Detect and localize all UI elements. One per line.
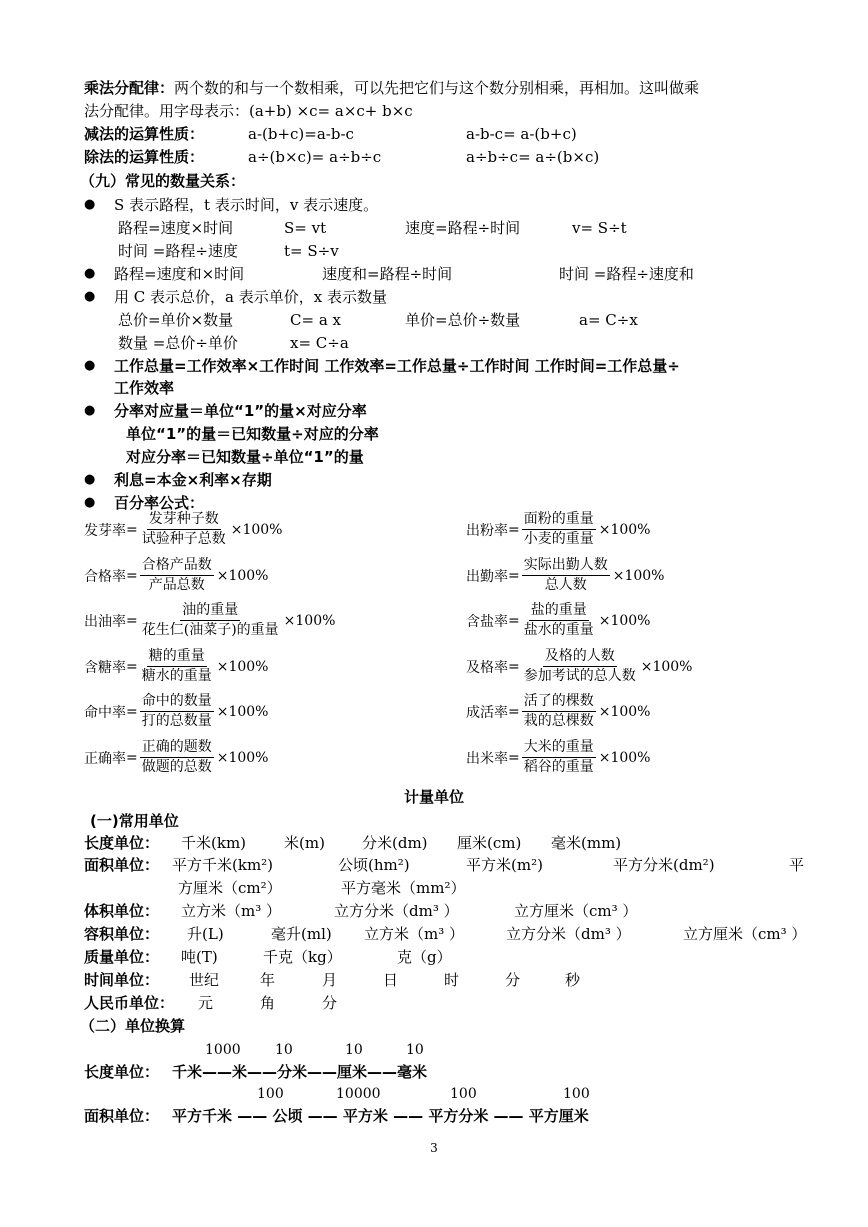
division-formula-a: a÷(b×c)= a÷b÷c <box>248 148 382 166</box>
mass-unit: 千克（kg） <box>263 948 342 966</box>
fraction-numerator: 及格的人数 <box>543 648 617 667</box>
conversion-rate: 100 <box>257 1086 284 1102</box>
area-unit: 方厘米（cm²） <box>178 879 282 897</box>
fraction-numerator: 油的重量 <box>180 602 240 621</box>
capacity-unit: 立方米（m³ ） <box>364 925 465 943</box>
time-unit: 日 <box>383 971 399 989</box>
area-unit: 公顷(hm²) <box>338 856 410 874</box>
area-unit: 平方分米(dm²) <box>613 856 715 874</box>
work-formulas: 工作总量=工作效率×工作时间 工作效率=工作总量÷工作时间 工作时间=工作总量÷ <box>114 357 680 375</box>
equals-sign: = <box>126 749 138 766</box>
percentage-formula <box>466 693 651 730</box>
capacity-unit: 毫升(ml) <box>271 925 332 943</box>
bullet: ● <box>84 358 96 373</box>
fraction-denominator: 糖水的重量 <box>141 668 212 684</box>
formula-multiplier: ×100% <box>598 612 651 629</box>
fraction <box>522 648 638 685</box>
fraction-numerator: 盐的重量 <box>529 602 589 621</box>
page-number: 3 <box>430 1141 438 1155</box>
area-unit: 平方千米(km²) <box>172 856 274 874</box>
length-units-label: 长度单位： <box>84 834 160 852</box>
subtraction-formula-b: a-b-c= a-(b+c) <box>466 125 577 143</box>
time-unit: 月 <box>322 971 338 989</box>
units-title: 计量单位 <box>403 788 464 806</box>
time-formula-symbol: t= S÷v <box>284 242 339 260</box>
capacity-unit: 立方分米（dm³ ） <box>506 925 631 943</box>
formula-multiplier: ×100% <box>283 612 336 629</box>
percentage-formulas-heading: 百分率公式： <box>114 494 205 512</box>
equals-sign: = <box>508 521 520 538</box>
unit-price-formula: 单价=总价÷数量 <box>405 311 521 329</box>
conversion-rate: 10 <box>345 1042 363 1058</box>
time-unit: 时 <box>444 971 460 989</box>
time-unit: 年 <box>260 971 276 989</box>
fraction <box>140 511 228 548</box>
length-conversion-label: 长度单位： <box>84 1063 160 1081</box>
percentage-formula <box>84 693 269 730</box>
subtraction-formula-a: a-(b+c)=a-b-c <box>248 125 354 143</box>
unit-conversion-heading: （二）单位换算 <box>80 1017 186 1035</box>
volume-unit: 立方米（m³ ） <box>181 902 282 920</box>
time-unit: 秒 <box>565 971 581 989</box>
fraction-denominator: 试验种子总数 <box>141 531 226 547</box>
fraction-denominator: 总人数 <box>544 577 587 593</box>
equals-sign: = <box>508 749 520 766</box>
length-unit: 分米(dm) <box>362 834 428 852</box>
length-unit: 米(m) <box>284 834 325 852</box>
area-conversion-chain: 平方千米 —— 公顷 —— 平方米 —— 平方分米 —— 平方厘米 <box>172 1107 589 1125</box>
fraction <box>140 557 214 594</box>
conversion-rate: 100 <box>563 1086 590 1102</box>
formula-multiplier: ×100% <box>216 567 269 584</box>
total-price-formula: 总价=单价×数量 <box>118 311 234 329</box>
fraction <box>522 557 610 594</box>
formula-multiplier: ×100% <box>640 658 693 675</box>
unit-price-symbol: a= C÷x <box>579 311 638 329</box>
length-unit: 厘米(cm) <box>457 834 522 852</box>
formula-name: 成活率 <box>466 704 508 721</box>
quantity-symbol: x= C÷a <box>290 334 349 352</box>
distance-vars-text: S 表示路程，t 表示时间，v 表示速度。 <box>114 196 379 214</box>
fraction <box>522 511 596 548</box>
formula-name: 出勤率 <box>466 568 508 585</box>
formula-name: 出米率 <box>466 750 508 767</box>
bullet: ● <box>84 495 96 510</box>
formula-multiplier: ×100% <box>598 749 651 766</box>
interest-formula: 利息=本金×利率×存期 <box>114 471 272 489</box>
length-conversion-chain: 千米——米——分米——厘米——毫米 <box>172 1063 428 1081</box>
subtraction-property-label: 减法的运算性质： <box>84 125 205 143</box>
fraction-rate-formula: 对应分率＝已知数量÷单位“1”的量 <box>126 448 364 466</box>
capacity-unit: 升(L) <box>187 925 224 943</box>
capacity-units-label: 容积单位： <box>84 925 160 943</box>
formula-multiplier: ×100% <box>598 521 651 538</box>
fraction-denominator: 稻谷的重量 <box>523 759 594 775</box>
area-unit: 平方毫米（mm²） <box>341 879 466 897</box>
formula-multiplier: ×100% <box>612 567 665 584</box>
fraction-numerator: 命中的数量 <box>140 693 214 712</box>
equals-sign: = <box>126 567 138 584</box>
distance-formula: 路程=速度×时间 <box>118 219 234 237</box>
fraction-denominator: 小麦的重量 <box>523 531 594 547</box>
fraction-denominator: 打的总数量 <box>141 713 212 729</box>
length-unit: 千米(km) <box>181 834 247 852</box>
fraction <box>140 693 214 730</box>
percentage-formula <box>466 739 651 776</box>
equals-sign: = <box>126 658 138 675</box>
conversion-rate: 10 <box>275 1042 293 1058</box>
equals-sign: = <box>126 612 138 629</box>
rmb-units-label: 人民币单位： <box>84 994 175 1012</box>
equals-sign: = <box>126 703 138 720</box>
distributive-law-text: 两个数的和与一个数相乘，可以先把它们与这个数分别相乘，再相加。这叫做乘 <box>174 79 700 97</box>
formula-name: 命中率 <box>84 704 126 721</box>
formula-name: 发芽率 <box>84 522 126 539</box>
quantity-formula: 数量 =总价÷单价 <box>118 334 238 352</box>
rmb-unit: 元 <box>198 994 214 1012</box>
price-vars-text: 用 C 表示总价，a 表示单价，x 表示数量 <box>114 288 387 306</box>
percentage-formula <box>84 739 269 776</box>
area-unit: 平 <box>789 856 805 874</box>
equals-sign: = <box>508 612 520 629</box>
percentage-formula <box>466 648 693 685</box>
percentage-formula <box>84 602 335 639</box>
fraction-denominator: 花生仁(油菜子)的重量 <box>141 622 279 638</box>
section-quantity-relations: （九）常见的数量关系： <box>80 172 246 190</box>
bullet: ● <box>84 472 96 487</box>
time-units-label: 时间单位： <box>84 971 160 989</box>
area-units-label: 面积单位： <box>84 856 160 874</box>
conversion-rate: 1000 <box>205 1042 241 1058</box>
formula-multiplier: ×100% <box>216 658 269 675</box>
time-unit: 分 <box>505 971 521 989</box>
formula-multiplier: ×100% <box>230 521 283 538</box>
fraction-numerator: 面粉的重量 <box>522 511 596 530</box>
speed-sum-formula: 速度和=路程÷时间 <box>322 265 453 283</box>
area-conversion-label: 面积单位： <box>84 1107 160 1125</box>
fraction <box>140 602 281 639</box>
mass-units-label: 质量单位： <box>84 948 160 966</box>
formula-multiplier: ×100% <box>216 703 269 720</box>
conversion-rate: 100 <box>450 1086 477 1102</box>
meeting-time-formula: 时间 =路程÷速度和 <box>559 265 694 283</box>
fraction <box>522 693 596 730</box>
fraction-numerator: 正确的题数 <box>140 739 214 758</box>
percentage-formula <box>466 602 651 639</box>
distributive-law-label: 乘法分配律： <box>84 79 175 97</box>
percentage-formula <box>84 648 269 685</box>
capacity-unit: 立方厘米（cm³ ） <box>683 925 807 943</box>
equals-sign: = <box>126 521 138 538</box>
speed-formula-symbol: v= S÷t <box>572 219 627 237</box>
conversion-rate: 10 <box>406 1042 424 1058</box>
volume-units-label: 体积单位： <box>84 902 160 920</box>
mass-unit: 克（g） <box>397 948 452 966</box>
percentage-formula <box>84 557 269 594</box>
fraction-denominator: 做题的总数 <box>141 759 212 775</box>
area-unit: 平方米(m²) <box>466 856 543 874</box>
meeting-distance-formula: 路程=速度和×时间 <box>114 265 245 283</box>
percentage-formula <box>466 511 651 548</box>
formula-name: 含盐率 <box>466 613 508 630</box>
bullet: ● <box>84 403 96 418</box>
equals-sign: = <box>508 658 520 675</box>
fraction-denominator: 产品总数 <box>148 577 205 593</box>
total-price-symbol: C= a x <box>290 311 341 329</box>
fraction <box>140 648 214 685</box>
equals-sign: = <box>508 567 520 584</box>
fraction <box>522 739 596 776</box>
fraction-denominator: 栽的总棵数 <box>523 713 594 729</box>
conversion-rate: 10000 <box>336 1086 381 1102</box>
unit-one-formula: 单位“1”的量＝已知数量÷对应的分率 <box>126 425 379 443</box>
volume-unit: 立方分米（dm³ ） <box>334 902 459 920</box>
bullet: ● <box>84 289 96 304</box>
fraction-numerator: 大米的重量 <box>522 739 596 758</box>
formula-multiplier: ×100% <box>216 749 269 766</box>
rmb-unit: 角 <box>260 994 276 1012</box>
division-formula-b: a÷b÷c= a÷(b×c) <box>466 148 600 166</box>
fraction-numerator: 合格产品数 <box>140 557 214 576</box>
formula-name: 及格率 <box>466 659 508 676</box>
formula-multiplier: ×100% <box>598 703 651 720</box>
mass-unit: 吨(T) <box>181 948 218 966</box>
fraction-numerator: 活了的棵数 <box>522 693 596 712</box>
fraction-numerator: 发芽种子数 <box>147 511 221 530</box>
distributive-law-line2: 法分配律。用字母表示：(a+b) ×c= a×c+ b×c <box>84 102 413 120</box>
formula-name: 含糖率 <box>84 659 126 676</box>
percentage-formula <box>466 557 665 594</box>
time-unit: 世纪 <box>189 971 220 989</box>
bullet: ● <box>84 266 96 281</box>
length-unit: 毫米(mm) <box>551 834 622 852</box>
fraction-quantity-formula: 分率对应量＝单位“1”的量×对应分率 <box>114 402 367 420</box>
fraction <box>140 739 214 776</box>
speed-formula: 速度=路程÷时间 <box>405 219 521 237</box>
distance-formula-symbol: S= vt <box>284 219 327 237</box>
fraction-numerator: 实际出勤人数 <box>522 557 610 576</box>
rmb-unit: 分 <box>322 994 338 1012</box>
division-property-label: 除法的运算性质： <box>84 148 205 166</box>
bullet: ● <box>84 197 96 212</box>
work-formulas-cont: 工作效率 <box>114 379 175 397</box>
equals-sign: = <box>508 703 520 720</box>
volume-unit: 立方厘米（cm³ ） <box>514 902 638 920</box>
time-formula: 时间 =路程÷速度 <box>118 242 238 260</box>
formula-name: 正确率 <box>84 750 126 767</box>
percentage-formula <box>84 511 283 548</box>
formula-name: 出油率 <box>84 613 126 630</box>
distributive-law-line1 <box>84 77 699 99</box>
formula-name: 合格率 <box>84 568 126 585</box>
fraction <box>522 602 596 639</box>
formula-name: 出粉率 <box>466 522 508 539</box>
fraction-denominator: 参加考试的总人数 <box>523 668 636 684</box>
common-units-heading: (一)常用单位 <box>90 812 179 830</box>
fraction-numerator: 糖的重量 <box>147 648 207 667</box>
fraction-denominator: 盐水的重量 <box>523 622 594 638</box>
